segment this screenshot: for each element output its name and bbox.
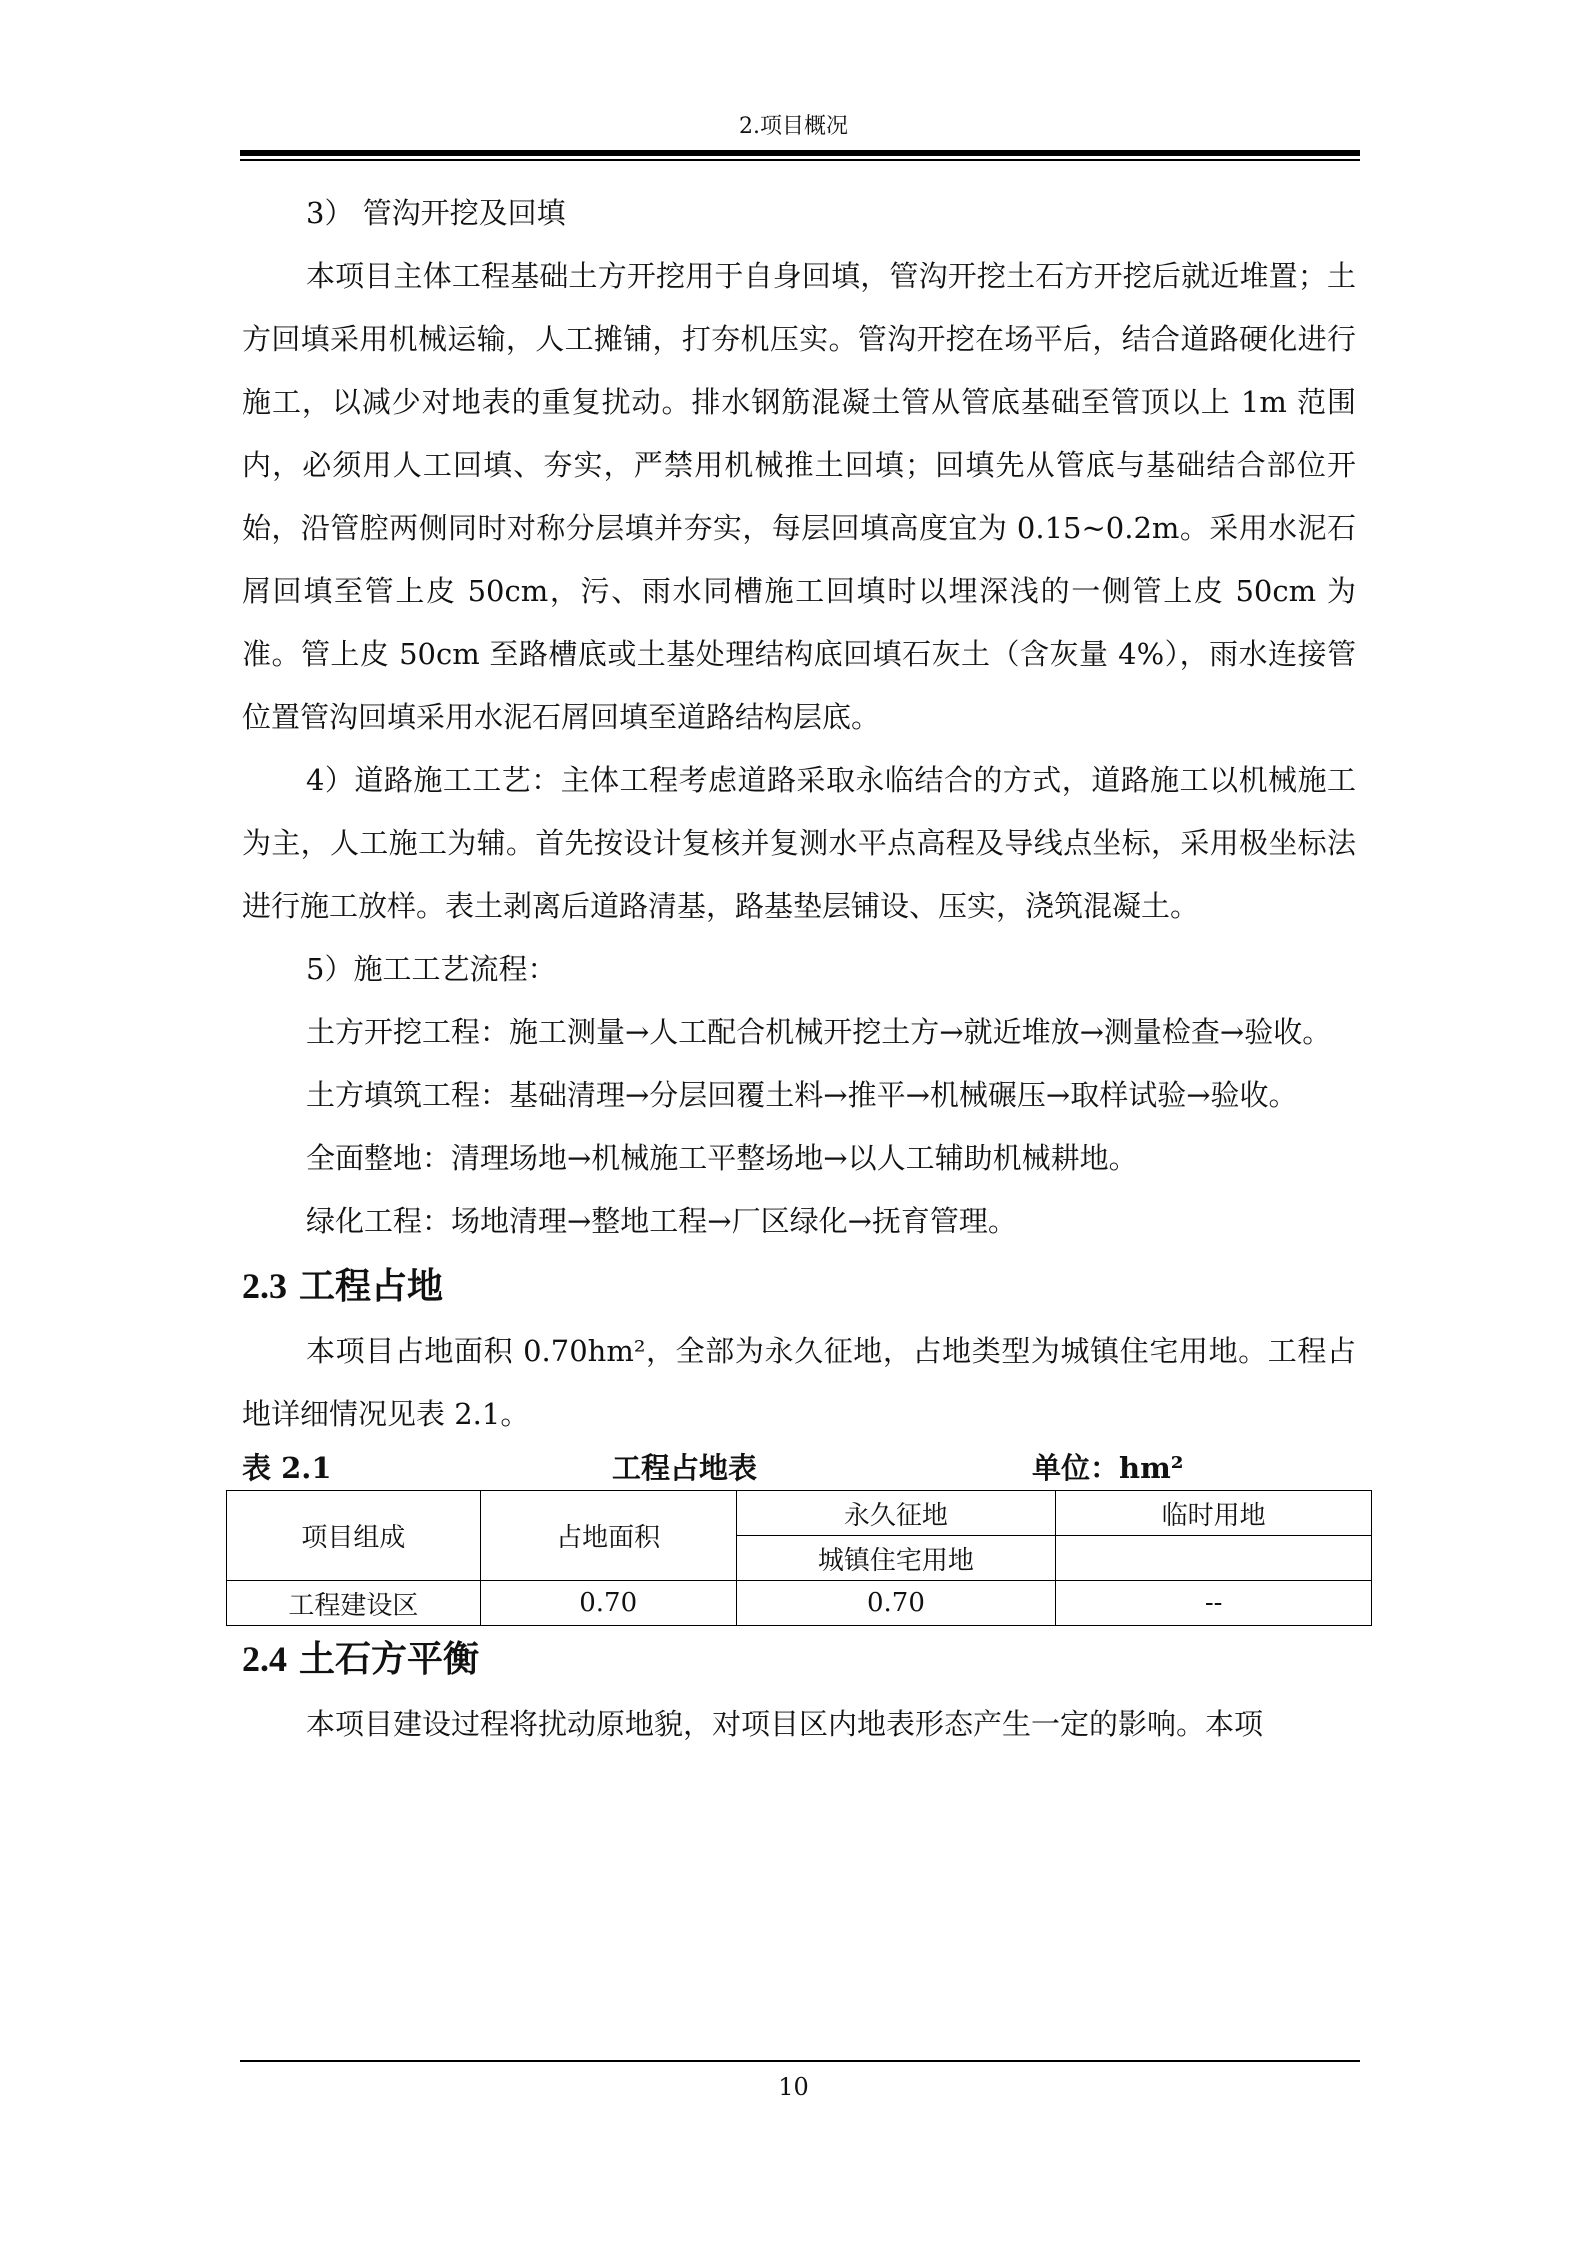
header-cell-empty (1056, 1536, 1372, 1581)
table-title: 工程占地表 (612, 1451, 758, 1485)
paragraph-pipe-trench: 本项目主体工程基础土方开挖用于自身回填，管沟开挖土石方开挖后就近堆置；土方回填采用机械运输，人工摊铺，打夯机压实。管沟开挖在场平后，结合道路硬化进行施工，以减少对地表的重复扰动。排水钢筋混凝土管从管底基础至管顶以上 1m 范围内，必须用人工回填、夯实，严禁用机械推土回填；回填先从管底与基础结合部位开始，沿管腔两侧同时对称分层填并夯实，每层回填高度宜为 0.15~0.2m。采用水泥石屑回填至管上皮 50cm，污、雨水同槽施工回填时以埋深浅的一侧管上皮 50cm 为准。管上皮 50cm 至路槽底或土基处理结构底回填石灰土（含灰量 4%），雨水连接管位置管沟回填采用水泥石屑回填至道路结构层底。 (242, 259, 1356, 734)
subheading-process-flow: 5）施工工艺流程： (306, 952, 557, 986)
section-title: 工程占地 (299, 1266, 444, 1307)
paragraph-greening-flow: 绿化工程：场地清理→整地工程→厂区绿化→抚育管理。 (306, 1204, 1017, 1238)
table-number: 表 2.1 (242, 1451, 332, 1485)
footer-rule (240, 2060, 1360, 2062)
section-number: 2.3 (242, 1266, 287, 1306)
paragraph-road-construction: 4）道路施工工艺：主体工程考虑道路采取永临结合的方式，道路施工以机械施工为主，人工施工为辅。首先按设计复核并复测水平点高程及导线点坐标，采用极坐标法进行施工放样。表土剥离后道路清基，路基垫层铺设、压实，浇筑混凝土。 (242, 763, 1356, 923)
paragraph-excavation-flow: 土方开挖工程：施工测量→人工配合机械开挖土方→就近堆放→测量检查→验收。 (306, 1015, 1332, 1049)
page-body (242, 182, 1356, 1756)
section-number: 2.4 (242, 1639, 287, 1679)
cell-name: 工程建设区 (227, 1581, 481, 1626)
paragraph-land-occupation: 本项目占地面积 0.70hm²，全部为永久征地，占地类型为城镇住宅用地。工程占地详细情况见表 2.1。 (242, 1334, 1356, 1431)
section-heading-2-4 (242, 1626, 1356, 1693)
table-caption (242, 1446, 1356, 1490)
header-cell-permanent: 永久征地 (736, 1491, 1056, 1536)
paragraph-filling-flow: 土方填筑工程：基础清理→分层回覆土料→推平→机械碾压→取样试验→验收。 (306, 1078, 1298, 1112)
cell-temporary: -- (1056, 1581, 1372, 1626)
section-title: 土石方平衡 (299, 1639, 480, 1680)
cell-permanent: 0.70 (736, 1581, 1056, 1626)
header-cell-urban-residential: 城镇住宅用地 (736, 1536, 1056, 1581)
page-number: 10 (778, 2073, 809, 2101)
table-row (227, 1581, 1372, 1626)
paragraph-land-leveling-flow: 全面整地：清理场地→机械施工平整场地→以人工辅助机械耕地。 (306, 1141, 1138, 1175)
land-occupation-table (226, 1490, 1372, 1626)
table-header-row (227, 1491, 1372, 1536)
paragraph-earthwork-balance: 本项目建设过程将扰动原地貌，对项目区内地表形态产生一定的影响。本项 (306, 1707, 1264, 1741)
cell-area: 0.70 (480, 1581, 736, 1626)
header-cell-composition: 项目组成 (227, 1491, 481, 1581)
header-cell-area: 占地面积 (480, 1491, 736, 1581)
section-heading-2-3 (242, 1253, 1356, 1320)
running-header: 2.项目概况 (739, 114, 848, 139)
header-rule-thin (240, 159, 1360, 161)
subheading-pipe-trench: 3） 管沟开挖及回填 (306, 196, 566, 230)
header-cell-temporary: 临时用地 (1056, 1491, 1372, 1536)
table-unit: 单位：hm² (1032, 1451, 1184, 1485)
header-rule-thick (240, 150, 1360, 156)
